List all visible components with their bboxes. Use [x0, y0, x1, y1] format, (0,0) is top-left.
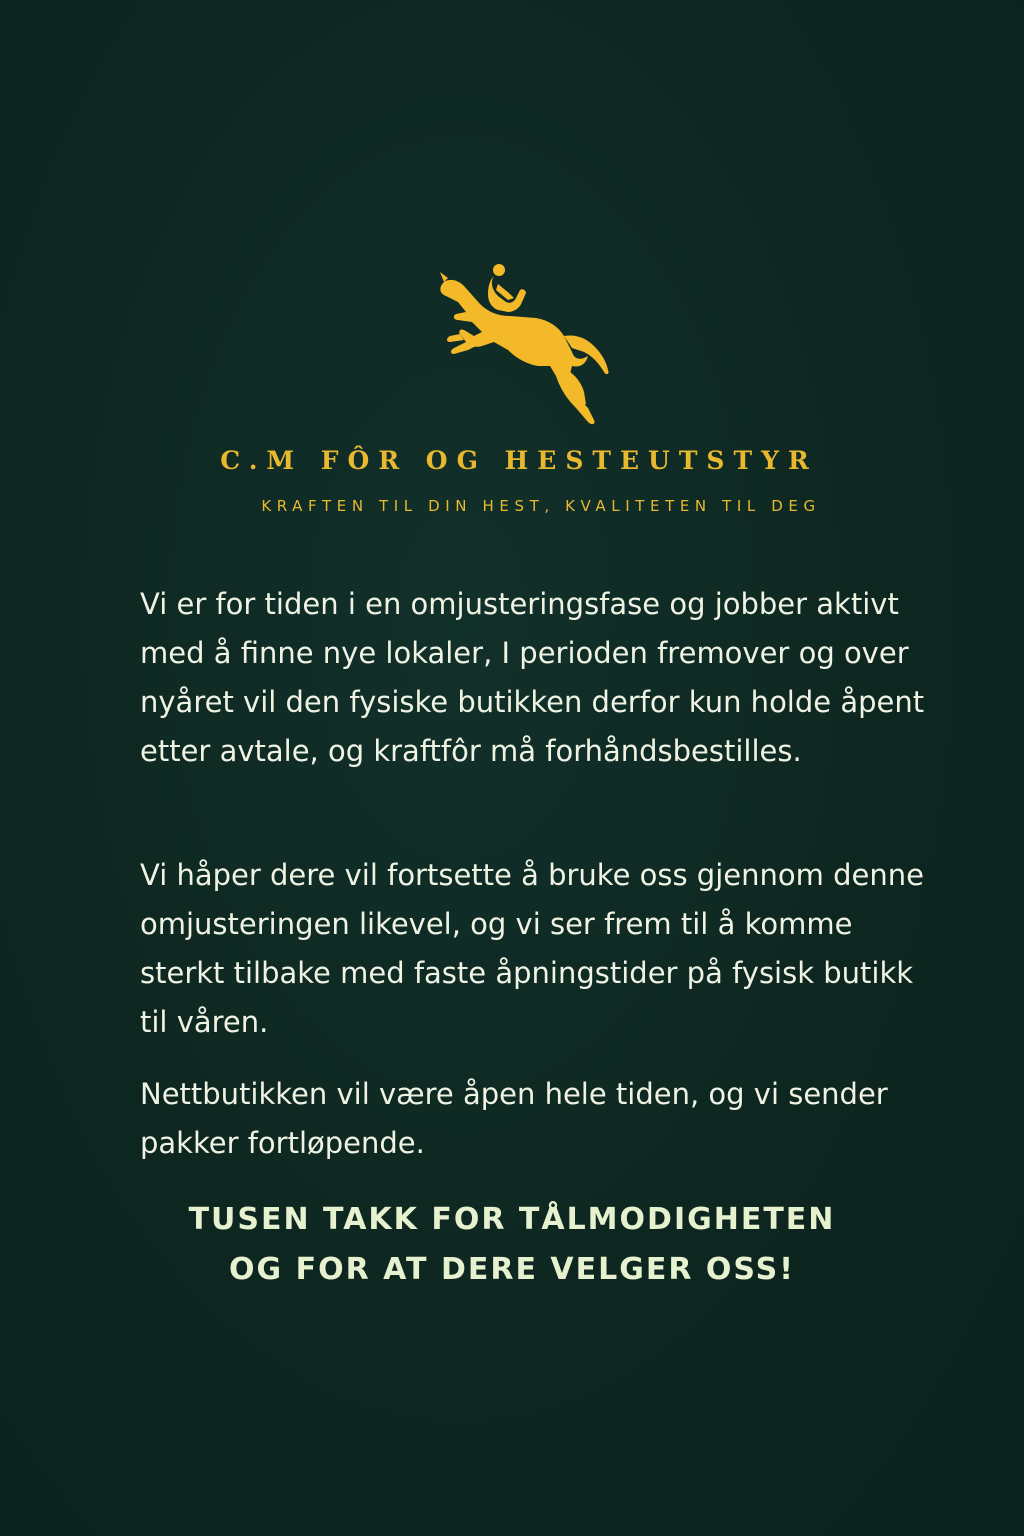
horse-jumper-icon	[436, 262, 618, 428]
message-paragraph-3: Nettbutikken vil være åpen hele tiden, og vi sender pakker fortløpende.	[140, 1077, 888, 1160]
brand-name: C.M FÔR OG HESTEUTSTYR	[220, 446, 818, 475]
message-paragraph-1: Vi er for tiden i en omjusteringsfase og jobber aktivt med å finne nye lokaler, I perioden fremover og over nyåret vil den fysiske butikken derfor kun holde åpent etter avtale, og kraftfôr må forhåndsbestilles.	[140, 587, 925, 768]
thanks-line-1: TUSEN TAKK FOR TÅLMODIGHETEN	[188, 1202, 836, 1237]
brand-tagline: KRAFTEN TIL DIN HEST, KVALITETEN TIL DEG	[261, 497, 821, 515]
thanks-message	[0, 1195, 1024, 1295]
thanks-line-2: OG FOR AT DERE VELGER OSS!	[229, 1252, 795, 1287]
message-paragraph-2: Vi håper dere vil fortsette å bruke oss gjennom denne omjusteringen likevel, og vi ser frem til å komme sterkt tilbake med faste åpningstider på fysisk butikk til våren.	[140, 858, 924, 1039]
